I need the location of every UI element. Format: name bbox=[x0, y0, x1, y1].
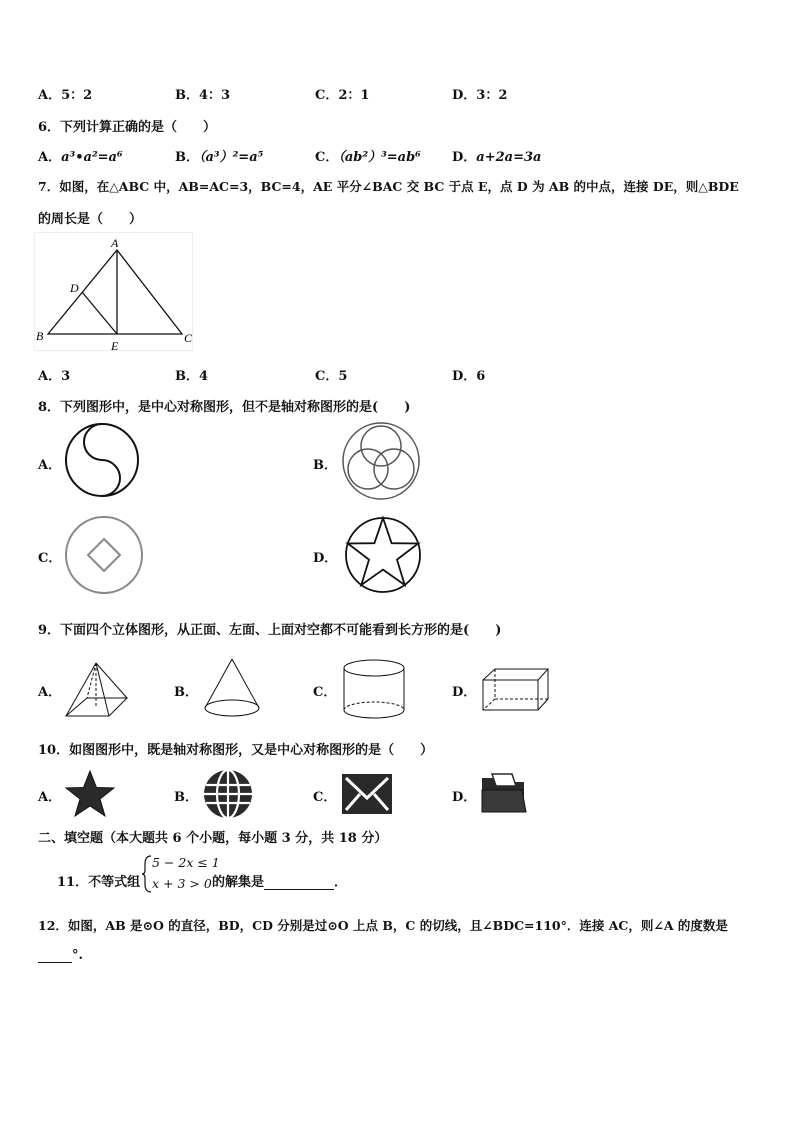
coin-square-hole bbox=[88, 539, 120, 571]
q7-segment-de bbox=[82, 292, 117, 334]
cylinder-bottom-back bbox=[344, 702, 404, 710]
q11-end: ． bbox=[334, 875, 348, 890]
q8-option-d-label[interactable]: D． bbox=[313, 551, 338, 566]
q8-option-b-label[interactable]: B． bbox=[313, 458, 337, 473]
q5-option-b[interactable]: B．4：3 bbox=[175, 88, 231, 103]
q7-option-d[interactable]: D．6 bbox=[452, 369, 486, 384]
section2-title: 二、填空题（本大题共 6 个小题，每小题 3 分，共 18 分） bbox=[38, 831, 388, 846]
q5-option-d[interactable]: D．3：2 bbox=[452, 88, 508, 103]
q7-triangle-abc bbox=[48, 250, 182, 334]
q9-option-a-label[interactable]: A． bbox=[38, 685, 62, 700]
q9-option-a-pyramid-figure[interactable] bbox=[63, 660, 133, 720]
circles-outer-circle bbox=[343, 423, 419, 499]
q7-label-b: B bbox=[36, 329, 44, 343]
q5-option-a[interactable]: A．5：2 bbox=[38, 88, 93, 103]
q9-option-c-label[interactable]: C． bbox=[313, 685, 337, 700]
q6-option-c[interactable] bbox=[315, 146, 421, 165]
coin-outer-circle bbox=[66, 517, 142, 593]
q6-option-d-label: D． bbox=[452, 150, 477, 165]
q6-option-a[interactable] bbox=[38, 146, 123, 165]
q9-option-b-cone-figure[interactable] bbox=[200, 656, 264, 722]
q11-suffix bbox=[212, 871, 347, 890]
circles-inner-right bbox=[374, 449, 414, 489]
q6-options bbox=[38, 146, 758, 166]
pyramid-edge-hidden bbox=[87, 663, 96, 698]
circles-inner-left bbox=[348, 449, 388, 489]
q7-label-d: D bbox=[70, 281, 79, 295]
q7-option-b[interactable]: B．4 bbox=[175, 369, 209, 384]
q10-option-c-envelope-icon[interactable] bbox=[340, 770, 394, 818]
q7-stem-line1: 7．如图，在△ABC 中，AB=AC=3，BC=4，AE 平分∠BAC 交 BC 于点 E，点 D 为 AB 的中点，连接 DE，则△BDE bbox=[38, 179, 739, 194]
q10-option-d-label[interactable]: D． bbox=[452, 790, 477, 805]
q6-option-b[interactable] bbox=[175, 146, 263, 165]
q8-stem: 8．下列图形中，是中心对称图形，但不是轴对称图形的是( ) bbox=[38, 400, 411, 415]
cuboid-hidden-edges bbox=[495, 669, 548, 699]
q7-figure-frame bbox=[35, 233, 193, 351]
q8-option-c-label[interactable]: C． bbox=[38, 551, 62, 566]
q6-option-d-expr: a+2a=3a bbox=[476, 150, 542, 165]
q9-option-d-cuboid-figure[interactable] bbox=[480, 666, 552, 714]
yinyang-s-curve bbox=[84, 424, 120, 496]
q10-option-a-label[interactable]: A． bbox=[38, 790, 62, 805]
q6-option-a-label: A． bbox=[38, 150, 62, 165]
folder-paper bbox=[492, 774, 516, 786]
q7-option-a[interactable]: A．3 bbox=[38, 369, 71, 384]
q8-option-a-label[interactable]: A． bbox=[38, 458, 62, 473]
q7-label-a: A bbox=[111, 236, 119, 250]
q11-prefix: 11．不等式组 bbox=[57, 875, 141, 890]
q12-answer-blank[interactable] bbox=[38, 948, 72, 963]
star-outer-circle bbox=[346, 518, 420, 592]
q7-stem-line2: 的周长是（ ） bbox=[38, 212, 143, 227]
q5-options bbox=[38, 84, 758, 104]
q10-option-b-globe-icon[interactable] bbox=[200, 768, 256, 820]
cuboid-front bbox=[483, 680, 538, 710]
q12-line2 bbox=[38, 948, 83, 963]
q6-option-a-expr: a³•a²=a⁶ bbox=[61, 150, 123, 165]
q9-option-b-label[interactable]: B． bbox=[174, 685, 198, 700]
folder-front bbox=[482, 790, 526, 812]
q6-option-d[interactable] bbox=[452, 146, 541, 165]
q8-option-a-yinyang-figure[interactable] bbox=[60, 419, 144, 501]
q9-option-c-cylinder-figure[interactable] bbox=[341, 656, 407, 722]
q8-option-d-star-circle-figure[interactable] bbox=[342, 514, 424, 596]
q6-option-b-label: B． bbox=[175, 150, 199, 165]
q12-line2-end: °. bbox=[72, 948, 84, 963]
cuboid-hidden-edge-3 bbox=[483, 699, 495, 710]
q10-option-a-star-icon[interactable] bbox=[63, 769, 117, 819]
q5-option-c[interactable]: C．2：1 bbox=[315, 88, 370, 103]
q7-label-e: E bbox=[111, 339, 119, 353]
q6-option-c-expr: （ab²）³=ab⁶ bbox=[338, 150, 421, 165]
q10-option-b-label[interactable]: B． bbox=[174, 790, 198, 805]
q11-inequality-2: x + 3 > 0 bbox=[152, 876, 212, 891]
q7-options bbox=[38, 365, 758, 385]
filled-star-shape bbox=[66, 771, 114, 816]
q8-option-c-coin-figure[interactable] bbox=[61, 513, 147, 597]
q7-label-c: C bbox=[184, 331, 193, 345]
q10-option-c-label[interactable]: C． bbox=[313, 790, 337, 805]
cylinder-top bbox=[344, 660, 404, 676]
q11-answer-blank[interactable] bbox=[264, 875, 334, 890]
q11-suffix-text: 的解集是 bbox=[212, 875, 265, 890]
cuboid-top bbox=[483, 669, 548, 680]
q11-inequality-1: 5 − 2x ≤ 1 bbox=[152, 855, 220, 870]
cylinder-bottom-front bbox=[344, 710, 404, 718]
q7-triangle-figure bbox=[34, 232, 199, 356]
q9-stem: 9．下面四个立体图形，从正面、左面、上面对空都不可能看到长方形的是( ) bbox=[38, 623, 502, 638]
q6-option-b-expr: （a³）²=a⁵ bbox=[199, 150, 264, 165]
q10-stem: 10．如图图形中，既是轴对称图形，又是中心对称图形的是（ ） bbox=[38, 743, 434, 758]
q10-option-d-folder-icon[interactable] bbox=[478, 770, 530, 818]
q6-option-c-label: C． bbox=[315, 150, 339, 165]
cone-base bbox=[205, 700, 259, 716]
pyramid-edge-1 bbox=[66, 663, 96, 716]
q8-option-b-circles-figure[interactable] bbox=[338, 419, 424, 503]
q7-option-c[interactable]: C．5 bbox=[315, 369, 348, 384]
q12-line1: 12．如图，AB 是⊙O 的直径，BD，CD 分别是过⊙O 上点 B，C 的切线，且∠BDC=110°．连接 AC，则∠A 的度数是 bbox=[38, 918, 728, 933]
q6-stem: 6．下列计算正确的是（ ） bbox=[38, 120, 217, 135]
circles-inner-top bbox=[361, 426, 401, 466]
q9-option-d-label[interactable]: D． bbox=[452, 685, 477, 700]
